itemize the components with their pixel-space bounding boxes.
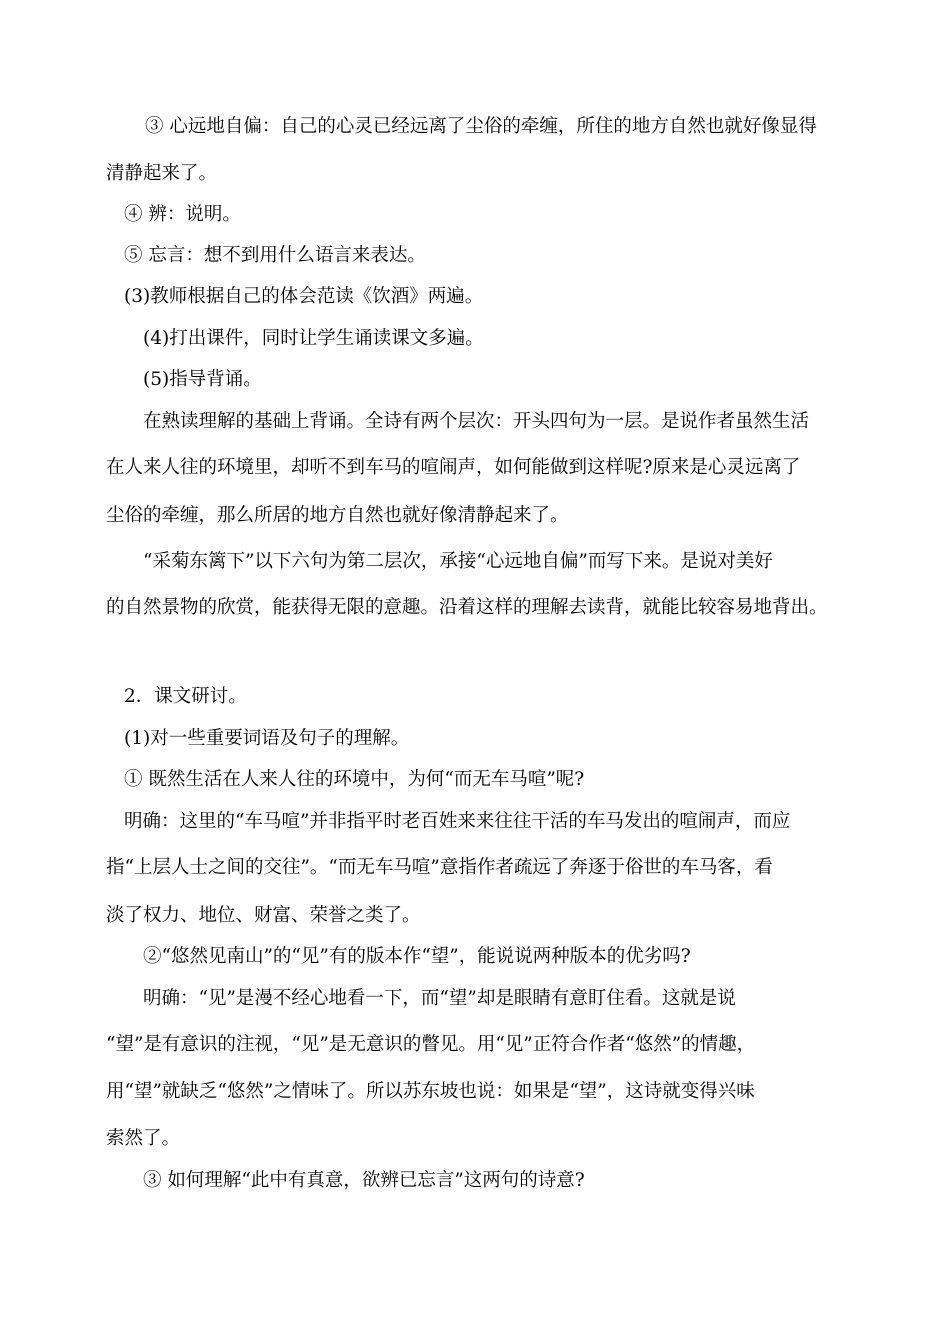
text-line: 尘俗的牵缠，那么所居的地方自然也就好像清静起来了。 — [106, 505, 569, 526]
text-line: “采菊东篱下”以下六句为第二层次，承接“心远地自偏”而写下来。是说对美好 — [143, 551, 773, 572]
text-line: ④ 辨：说明。 — [124, 204, 241, 225]
text-line: (4)打出课件，同时让学生诵读课文多遍。 — [143, 328, 484, 349]
text-line: 在人来人往的环境里，却听不到车马的喧闹声，如何能做到这样呢?原来是心灵远离了 — [106, 457, 801, 478]
text-line: 索然了。 — [106, 1128, 181, 1149]
text-line: 淡了权力、地位、财富、荣誉之类了。 — [106, 905, 421, 926]
text-line: ③ 心远地自偏：自己的心灵已经远离了尘俗的牵缠，所住的地方自然也就好像显得 — [145, 116, 817, 137]
text-line: ②“悠然见南山”的“见”有的版本作“望”，能说说两种版本的优劣吗? — [143, 946, 691, 967]
text-line: 明确：“见”是漫不经心地看一下，而“望”却是眼睛有意盯住看。这就是说 — [143, 988, 736, 1009]
text-line: (5)指导背诵。 — [143, 369, 262, 390]
text-line: ① 既然生活在人来人往的环境中，为何“而无车马喧”呢? — [124, 769, 585, 790]
text-line: 指“上层人士之间的交往”。“而无车马喧”意指作者疏远了奔逐于俗世的车马客，看 — [106, 857, 773, 878]
section-heading: 2．课文研讨。 — [124, 686, 247, 707]
text-line: 明确：这里的“车马喧”并非指平时老百姓来来往往干活的车马发出的喧闹声，而应 — [124, 811, 791, 832]
text-line: “望”是有意识的注视，“见”是无意识的瞥见。用“见”正符合作者“悠然”的情趣， — [106, 1034, 756, 1055]
text-line: 的自然景物的欣赏，能获得无限的意趣。沿着这样的理解去读背，就能比较容易地背出。 — [106, 597, 828, 618]
text-line: 清静起来了。 — [106, 163, 218, 184]
text-line: (3)教师根据自己的体会范读《饮酒》两遍。 — [124, 286, 484, 307]
text-line: ⑤ 忘言：想不到用什么语言来表达。 — [124, 245, 426, 266]
text-line: 用“望”就缺乏“悠然”之情味了。所以苏东坡也说：如果是“望”，这诗就变得兴味 — [106, 1081, 755, 1102]
text-line: (1)对一些重要词语及句子的理解。 — [124, 728, 410, 749]
text-line: ③ 如何理解“此中有真意，欲辨已忘言”这两句的诗意? — [143, 1170, 585, 1191]
text-line: 在熟读理解的基础上背诵。全诗有两个层次：开头四句为一层。是说作者虽然生活 — [143, 411, 810, 432]
